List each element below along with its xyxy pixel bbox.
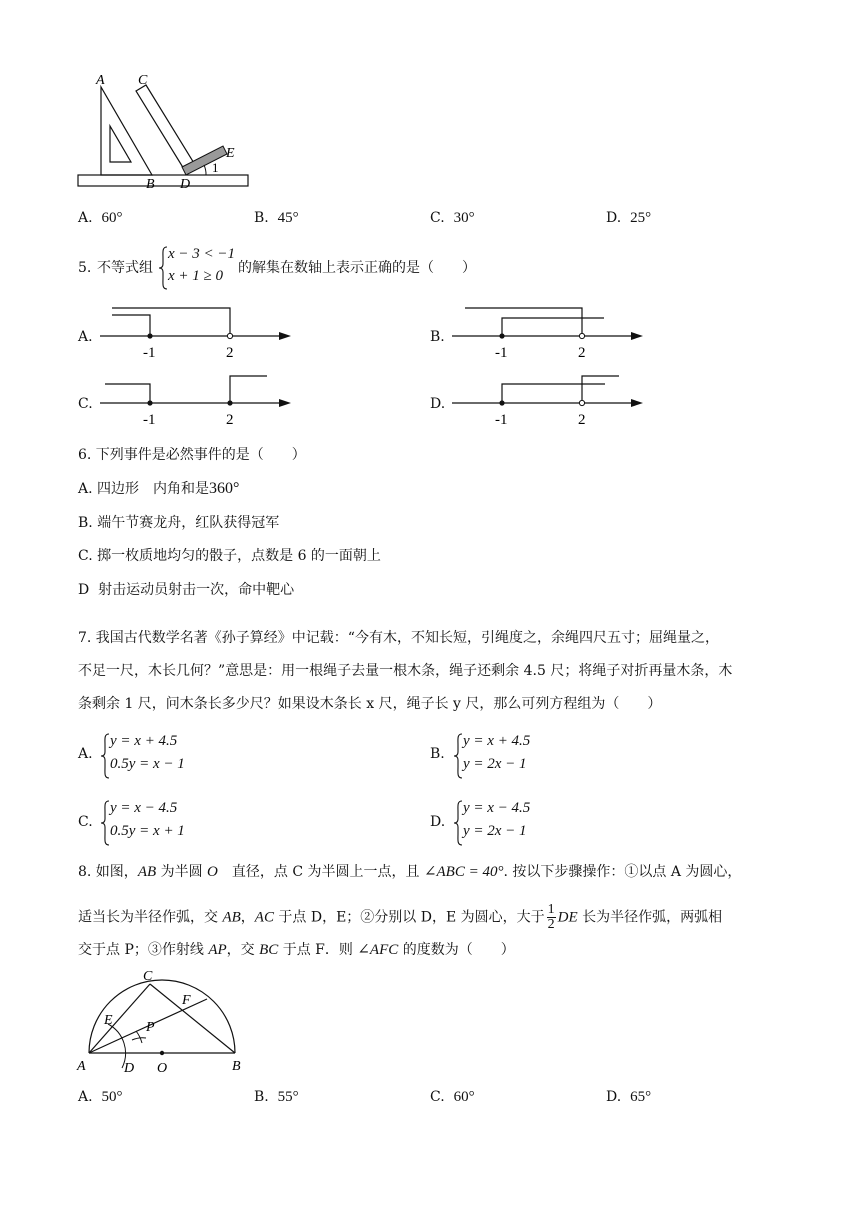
q5-c-tick-2: 2 <box>226 412 234 428</box>
q5-a-tick-neg1: -1 <box>143 345 156 361</box>
q8-label-C: C <box>143 969 153 984</box>
q8-option-a[interactable]: A. 50° <box>78 1089 123 1105</box>
q7-option-a-label[interactable]: A. <box>78 746 93 762</box>
q7-b-eq1: y = x + 4.5 <box>463 733 531 749</box>
q6-option-a[interactable]: A. 四边形 内角和是360° <box>78 480 240 497</box>
q4-label-B: B <box>146 177 155 192</box>
q7-a-eq1: y = x + 4.5 <box>110 733 178 749</box>
q4-label-one: 1 <box>212 160 219 175</box>
q5-number: 5. <box>78 260 92 276</box>
q4-option-d[interactable]: D. 25° <box>606 210 652 226</box>
q6-stem: 6. 下列事件是必然事件的是（ ） <box>78 447 306 463</box>
q4-option-c[interactable]: C. 30° <box>430 210 475 226</box>
q5-b-tick-neg1: -1 <box>495 345 508 361</box>
q4-label-C: C <box>138 73 148 88</box>
q7-line2: 不足一尺，木长几何？”意思是：用一根绳子去量一根木条，绳子还剩余 4.5 尺；将绳子对折再量木条，木 <box>78 663 733 679</box>
q8-line3: 交于点 P；③作射线 AP，交 BC 于点 F．则 ∠AFC 的度数为（ ） <box>78 942 515 958</box>
q7-a-eq2: 0.5y = x − 1 <box>110 756 185 772</box>
q6-option-d[interactable]: D 射击运动员射击一次，命中靶心 <box>78 582 295 598</box>
q8-option-d[interactable]: D. 65° <box>606 1089 652 1105</box>
q8-label-B: B <box>232 1059 241 1074</box>
q4-label-D: D <box>180 177 191 192</box>
q4-option-b[interactable]: B. 45° <box>254 210 299 226</box>
q5-option-b-numberline[interactable] <box>447 300 647 362</box>
q6-option-b[interactable]: B. 端午节赛龙舟，红队获得冠军 <box>78 515 280 531</box>
q7-line3: 条剩余 1 尺，问木条长多少尺？如果设木条长 x 尺，绳子长 y 尺，那么可列方程组为（ ） <box>78 696 662 712</box>
q5-option-a-label[interactable]: A. <box>78 329 93 345</box>
q6-option-c[interactable]: C. 掷一枚质地均匀的骰子，点数是 6 的一面朝上 <box>78 548 381 564</box>
q5-eq1: x − 3 < −1 <box>168 246 236 262</box>
q5-suffix: 的解集在数轴上表示正确的是（ ） <box>238 260 476 276</box>
q5-c-tick-neg1: -1 <box>143 412 156 428</box>
q4-option-a[interactable]: A. 60° <box>78 210 123 226</box>
q8-label-D: D <box>124 1061 135 1076</box>
q5-system <box>158 246 238 290</box>
q5-eq2: x + 1 ≥ 0 <box>168 268 224 284</box>
q8-line2: 适当长为半径作弧，交 AB，AC 于点 D，E；②分别以 D，E 为圆心，大于 $\frac{1}{2}$ DE 长为半径作弧，两弧相 <box>78 902 723 932</box>
q5-prefix: 不等式组 <box>97 260 153 276</box>
q8-label-F: F <box>182 993 191 1008</box>
q5-option-d-numberline[interactable] <box>447 368 647 430</box>
q8-label-E: E <box>104 1013 113 1028</box>
q7-option-b-label[interactable]: B. <box>430 746 445 762</box>
q7-option-c-label[interactable]: C. <box>78 814 93 830</box>
q8-line1: 8. 如图，AB 为半圆 O 直径，点 C 为半圆上一点，且 ∠ABC = 40°. 按以下步骤操作：①以点 A 为圆心， <box>78 864 742 880</box>
q7-d-eq2: y = 2x − 1 <box>463 823 527 839</box>
q4-label-A: A <box>96 73 105 88</box>
q5-option-b-label[interactable]: B. <box>430 329 445 345</box>
q7-line1: 7. 我国古代数学名著《孙子算经》中记载：“今有木，不知长短，引绳度之，余绳四尺五寸；屈绳量之， <box>78 630 719 646</box>
q5-option-c-numberline[interactable] <box>95 368 295 430</box>
q5-option-c-label[interactable]: C. <box>78 396 93 412</box>
q4-figure <box>70 70 260 192</box>
q8-figure <box>70 964 260 1076</box>
q5-option-d-label[interactable]: D. <box>430 396 446 412</box>
q7-c-eq1: y = x − 4.5 <box>110 800 178 816</box>
q8-option-b[interactable]: B. 55° <box>254 1089 299 1105</box>
q5-d-tick-neg1: -1 <box>495 412 508 428</box>
q5-d-tick-2: 2 <box>578 412 586 428</box>
q8-label-P: P <box>146 1020 155 1035</box>
q7-b-eq2: y = 2x − 1 <box>463 756 527 772</box>
q7-option-c-system[interactable] <box>100 800 220 846</box>
q7-option-d-label[interactable]: D. <box>430 814 446 830</box>
q7-d-eq1: y = x − 4.5 <box>463 800 531 816</box>
q7-c-eq2: 0.5y = x + 1 <box>110 823 185 839</box>
q7-option-a-system[interactable] <box>100 733 220 779</box>
q8-option-c[interactable]: C. 60° <box>430 1089 475 1105</box>
q8-label-A: A <box>77 1059 86 1074</box>
q7-option-b-system[interactable] <box>453 733 573 779</box>
q5-a-tick-2: 2 <box>226 345 234 361</box>
q4-label-E: E <box>226 146 235 161</box>
q8-label-O: O <box>157 1061 168 1076</box>
q5-option-a-numberline[interactable] <box>95 300 295 362</box>
q5-b-tick-2: 2 <box>578 345 586 361</box>
q8-fraction: $\frac{1}{2}$ <box>547 902 555 932</box>
q7-option-d-system[interactable] <box>453 800 573 846</box>
